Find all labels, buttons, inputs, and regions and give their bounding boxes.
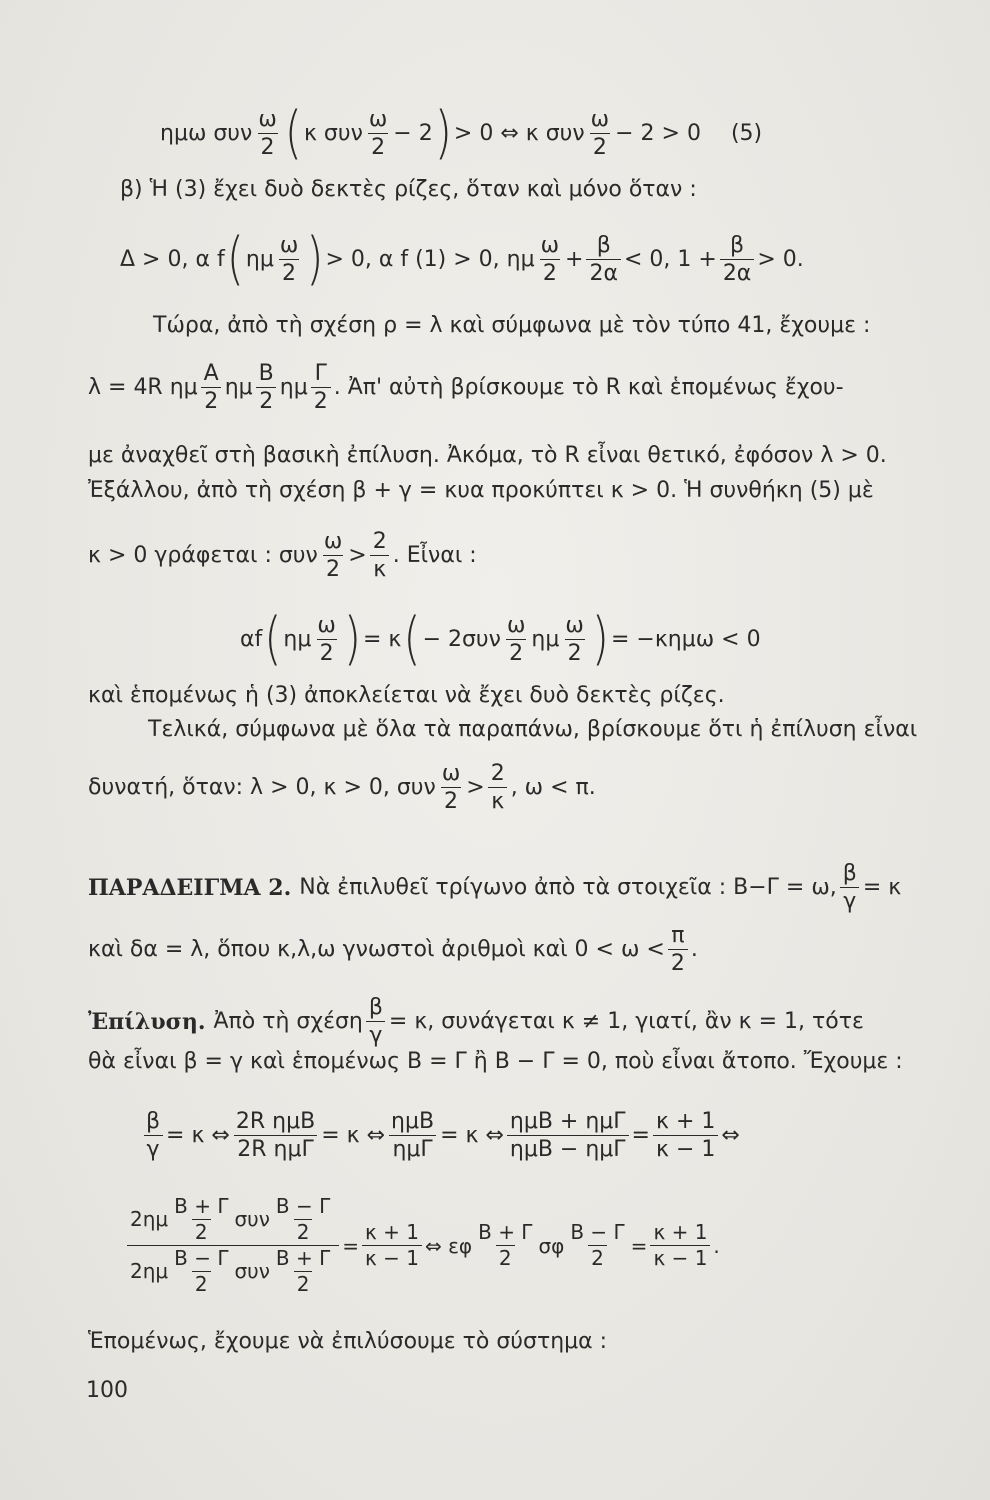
fraction: $\frac{\beta}{2\alpha}$	[586, 234, 621, 285]
text-line-2: β) Ἡ (3) ἔχει δυὸ δεκτὲς ρίζες, ὅταν καὶ μόνο ὅταν :	[120, 177, 697, 202]
solution-line: Ἐπίλυση. Ἀπὸ τὴ σχέση $\frac{\beta}{\gamma}$ = κ, συνάγεται κ ≠ 1, γιατί, ἂν κ = 1, τότε	[88, 995, 864, 1049]
fraction: $\frac{\beta}{\gamma}$	[366, 996, 386, 1047]
fraction: $\frac{\beta}{\gamma}$	[143, 1110, 163, 1161]
fraction: $\frac{\text{2R ημB}}{\text{2R ημΓ}}$	[235, 1109, 316, 1163]
fraction: $\frac{\pi}{2}$	[668, 924, 688, 975]
page-number: 100	[86, 1378, 128, 1403]
equation-line-5: λ = 4R ημ $\frac{A}{2}$ ημ $\frac{B}{2}$ ημ $\frac{\Gamma}{2}$ . Ἀπ' αὐτὴ βρίσκουμε τὸ R καὶ ἑπομένως ἔχου-	[88, 361, 844, 415]
example-heading-line: ΠΑΡΑΔΕΙΓΜΑ 2. Νὰ ἐπιλυθεῖ τρίγωνο ἀπὸ τὰ στοιχεῖα : B−Γ = ω, $\frac{\beta}{\gamma}$ = κ	[88, 861, 902, 915]
fraction: $\frac{\text{ημB + ημΓ}}{\text{ημB − ημΓ}}$	[507, 1110, 629, 1161]
fraction: $\frac{\omega}{2}$	[565, 613, 584, 667]
fraction: $\frac{\beta}{\gamma}$	[840, 862, 860, 913]
equation-line-17: $\frac{\beta}{\gamma}$ = κ ⇔ $\frac{\text{2R ημB}}{\text{2R ημΓ}}$ = κ ⇔ $\frac{\text{ημB}}{\text{ημΓ}}$ = κ ⇔ $\frac{\text{ημB + ημΓ}}{\text{ημB − ημΓ}}$ = $\frac{\kappa + 1}{\kappa - 1}$ ⇔	[140, 1110, 990, 1161]
fraction: $\frac{\omega}{2}$	[323, 529, 343, 583]
text-line-4: Τώρα, ἀπὸ τὴ σχέση ρ = λ καὶ σύμφωνα μὲ τὸν τύπο 41, ἔχουμε :	[153, 313, 871, 338]
fraction: $\frac{\kappa + 1}{\kappa - 1}$	[362, 1222, 422, 1269]
fraction: $\frac{\omega}{2}$	[590, 107, 610, 161]
fraction: $\frac{\kappa + 1}{\kappa - 1}$	[650, 1222, 710, 1269]
fraction: $\frac{\omega}{2}$	[368, 107, 388, 161]
equation-line-8: κ > 0 γράφεται : συν $\frac{\omega}{2}$ > $\frac{2}{\kappa}$ . Εἶναι :	[88, 529, 477, 583]
fraction: $\frac{\Gamma}{2}$	[311, 362, 331, 413]
example-label: ΠΑΡΑΔΕΙΓΜΑ 2.	[88, 874, 292, 901]
fraction: $\frac{\omega}{2}$	[506, 613, 526, 667]
fraction: $\frac{\kappa + 1}{\kappa - 1}$	[653, 1110, 718, 1161]
text: ημω συν	[160, 120, 253, 146]
equation-line-12: δυνατή, ὅταν: λ > 0, κ > 0, συν $\frac{\omega}{2}$ > $\frac{2}{\kappa}$ , ω < π.	[88, 761, 596, 815]
equation-number: (5)	[730, 120, 763, 146]
fraction: $\frac{2}{\kappa}$	[370, 530, 390, 581]
fraction: $\frac{B}{2}$	[256, 362, 277, 413]
fraction: $\frac{\text{ημB}}{\text{ημΓ}}$	[391, 1109, 435, 1163]
fraction: $\frac{\beta}{2\alpha}$	[720, 234, 755, 285]
text-line-6: με ἀναχθεῖ στὴ βασικὴ ἐπίλυση. Ἀκόμα, τὸ R εἶναι θετικό, ἐφόσον λ > 0.	[88, 443, 887, 468]
fraction: $\frac{B + \Gamma}{2}$	[478, 1220, 533, 1270]
fraction: $\frac{A}{2}$	[201, 362, 222, 413]
compound-fraction: 2ημ $\frac{B + \Gamma}{2}$ συν $\frac{B - \Gamma}{2}$ 2ημ $\frac{B - \Gamma}{2}$ συν $\frac{B + \Gamma}{2}$	[127, 1196, 339, 1295]
fraction: $\frac{B - \Gamma}{2}$	[570, 1220, 625, 1270]
equation-line-1: ημω συν $\frac{\omega}{2}$ ( κ συν $\frac{\omega}{2}$ − 2 ) > 0 ⇔ κ συν $\frac{\omega}{2}$ − 2 > 0 (5)	[160, 99, 763, 167]
equation-line-9: αf ( ημ $\frac{\omega}{2}$ ) = κ ( − 2συν $\frac{\omega}{2}$ ημ $\frac{\omega}{2}$ ) = −κημω < 0	[240, 605, 761, 673]
equation-line-18: 2ημ $\frac{B + \Gamma}{2}$ συν $\frac{B - \Gamma}{2}$ 2ημ $\frac{B - \Gamma}{2}$ συν $\frac{B + \Gamma}{2}$ = $\frac{\kappa + 1}{\kappa - 1}$ ⇔ εφ $\frac{B + \Gamma}{2}$ σφ $\frac{B - \Gamma}{2}$ = $\frac{\kappa + 1}{\kappa - 1}$ .	[124, 1196, 990, 1295]
text-line-16: θὰ εἶναι β = γ καὶ ἑπομένως B = Γ ἢ B − Γ = 0, ποὺ εἶναι ἄτοπο. Ἔχουμε :	[88, 1049, 903, 1074]
text-line-10: καὶ ἑπομένως ἡ (3) ἀποκλείεται νὰ ἔχει δυὸ δεκτὲς ρίζες.	[88, 683, 725, 708]
text-line-11: Τελικά, σύμφωνα μὲ ὅλα τὰ παραπάνω, βρίσκουμε ὅτι ἡ ἐπίλυση εἶναι	[148, 717, 918, 742]
fraction: $\frac{\omega}{2}$	[279, 233, 299, 287]
fraction: $\frac{\omega}{2}$	[258, 107, 277, 161]
fraction: $\frac{2}{\kappa}$	[488, 762, 508, 813]
equation-line-14: καὶ δα = λ, ὅπου κ,λ,ω γνωστοὶ ἀριθμοὶ καὶ 0 < ω < $\frac{\pi}{2}$ .	[88, 923, 698, 977]
fraction: $\frac{\omega}{2}$	[441, 761, 461, 815]
text-line-19: Ἑπομένως, ἔχουμε νὰ ἐπιλύσουμε τὸ σύστημα :	[88, 1329, 608, 1354]
equation-line-3: Δ > 0, α f ( ημ $\frac{\omega}{2}$ ) > 0, α f (1) > 0, ημ $\frac{\omega}{2}$ + $\frac{\beta}{2\alpha}$ < 0, 1 + $\frac{\beta}{2\alpha}$ > 0.	[120, 225, 804, 293]
fraction: $\frac{\omega}{2}$	[317, 613, 336, 667]
solution-label: Ἐπίλυση.	[88, 1008, 206, 1035]
fraction: $\frac{\omega}{2}$	[540, 233, 560, 287]
text-line-7: Ἐξάλλου, ἀπὸ τὴ σχέση β + γ = κυα προκύπτει κ > 0. Ἡ συνθήκη (5) μὲ	[88, 478, 874, 503]
